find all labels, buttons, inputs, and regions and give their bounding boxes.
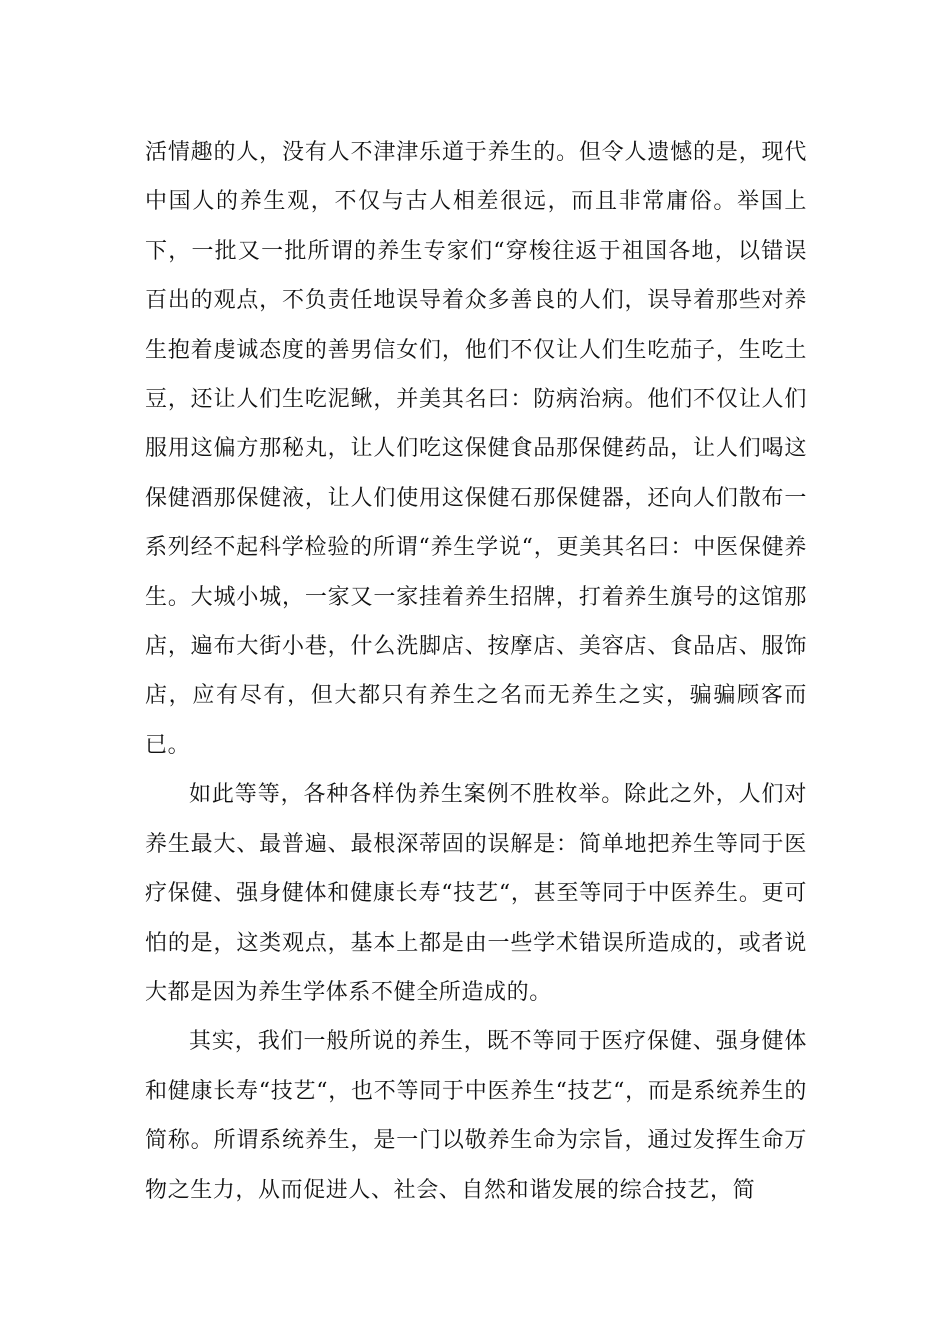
paragraph-3: 其实，我们一般所说的养生，既不等同于医疗保健、强身健体和健康长寿“技艺“，也不等同于中医养生“技艺“，而是系统养生的简称。所谓系统养生，是一门以敬养生命为宗旨，通过发挥生命万物之生力，从而促进人、社会、自然和谐发展的综合技艺，简	[145, 1029, 807, 1203]
paragraph-2: 如此等等，各种各样伪养生案例不胜枚举。除此之外，人们对养生最大、最普遍、最根深蒂固的误解是：简单地把养生等同于医疗保健、强身健体和健康长寿“技艺“，甚至等同于中医养生。更可怕的是，这类观点，基本上都是由一些学术错误所造成的，或者说大都是因为养生学体系不健全所造成的。	[145, 782, 807, 1005]
body-text	[145, 128, 807, 1215]
paragraph-1: 活情趣的人，没有人不津津乐道于养生的。但令人遗憾的是，现代中国人的养生观，不仅与古人相差很远，而且非常庸俗。举国上下，一批又一批所谓的养生专家们“穿梭往返于祖国各地，以错误百出的观点，不负责任地误导着众多善良的人们，误导着那些对养生抱着虔诚态度的善男信女们，他们不仅让人们生吃茄子，生吃土豆，还让人们生吃泥鳅，并美其名曰：防病治病。他们不仅让人们服用这偏方那秘丸，让人们吃这保健食品那保健药品，让人们喝这保健酒那保健液，让人们使用这保健石那保健器，还向人们散布一系列经不起科学检验的所谓“养生学说“，更美其名曰：中医保健养生。大城小城，一家又一家挂着养生招牌，打着养生旗号的这馆那店，遍布大街小巷，什么洗脚店、按摩店、美容店、食品店、服饰店，应有尽有，但大都只有养生之名而无养生之实，骗骗顾客而已。	[145, 140, 807, 758]
